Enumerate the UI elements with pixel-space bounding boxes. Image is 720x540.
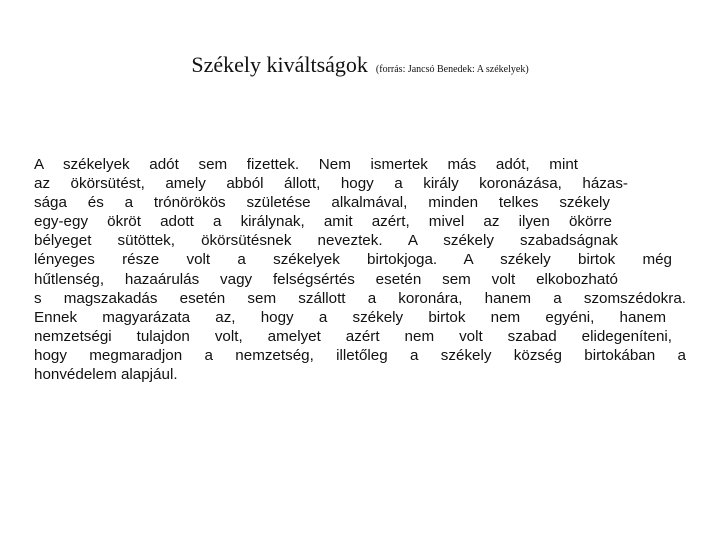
paragraph-line: sága és a trónörökös születése alkalmával, minden telkes székely (34, 194, 610, 212)
body-paragraph (34, 155, 686, 384)
page-title (0, 52, 720, 78)
paragraph-line: honvédelem alapjául. (34, 366, 178, 384)
paragraph-line: s magszakadás esetén sem szállott a koronára, hanem a szomszédokra. (34, 289, 686, 307)
paragraph-line: bélyeget sütöttek, ökörsütésnek neveztek. A székely szabadságnak (34, 232, 618, 250)
source-note: (forrás: Jancsó Benedek: A székelyek) (375, 64, 529, 75)
paragraph-line: lényeges része volt a székelyek birtokjoga. A székely birtok még (34, 251, 672, 269)
paragraph-line: Ennek magyarázata az, hogy a székely birtok nem egyéni, hanem (34, 308, 666, 326)
paragraph-line: egy-egy ökröt adott a királynak, amit azért, mivel az ilyen ökörre (34, 213, 612, 231)
paragraph-line: hogy megmaradjon a nemzetség, illetőleg a székely község birtokában a (34, 346, 686, 364)
title-text: Székely kiváltságok (191, 52, 368, 77)
paragraph-line: az ökörsütést, amely abból állott, hogy a király koronázása, házas- (34, 175, 628, 193)
paragraph-line: hűtlenség, hazaárulás vagy felségsértés esetén sem volt elkobozható (34, 270, 618, 288)
paragraph-line: A székelyek adót sem fizettek. Nem ismertek más adót, mint (34, 156, 578, 173)
paragraph-line: nemzetségi tulajdon volt, amelyet azért nem volt szabad elidegeníteni, (34, 327, 672, 345)
